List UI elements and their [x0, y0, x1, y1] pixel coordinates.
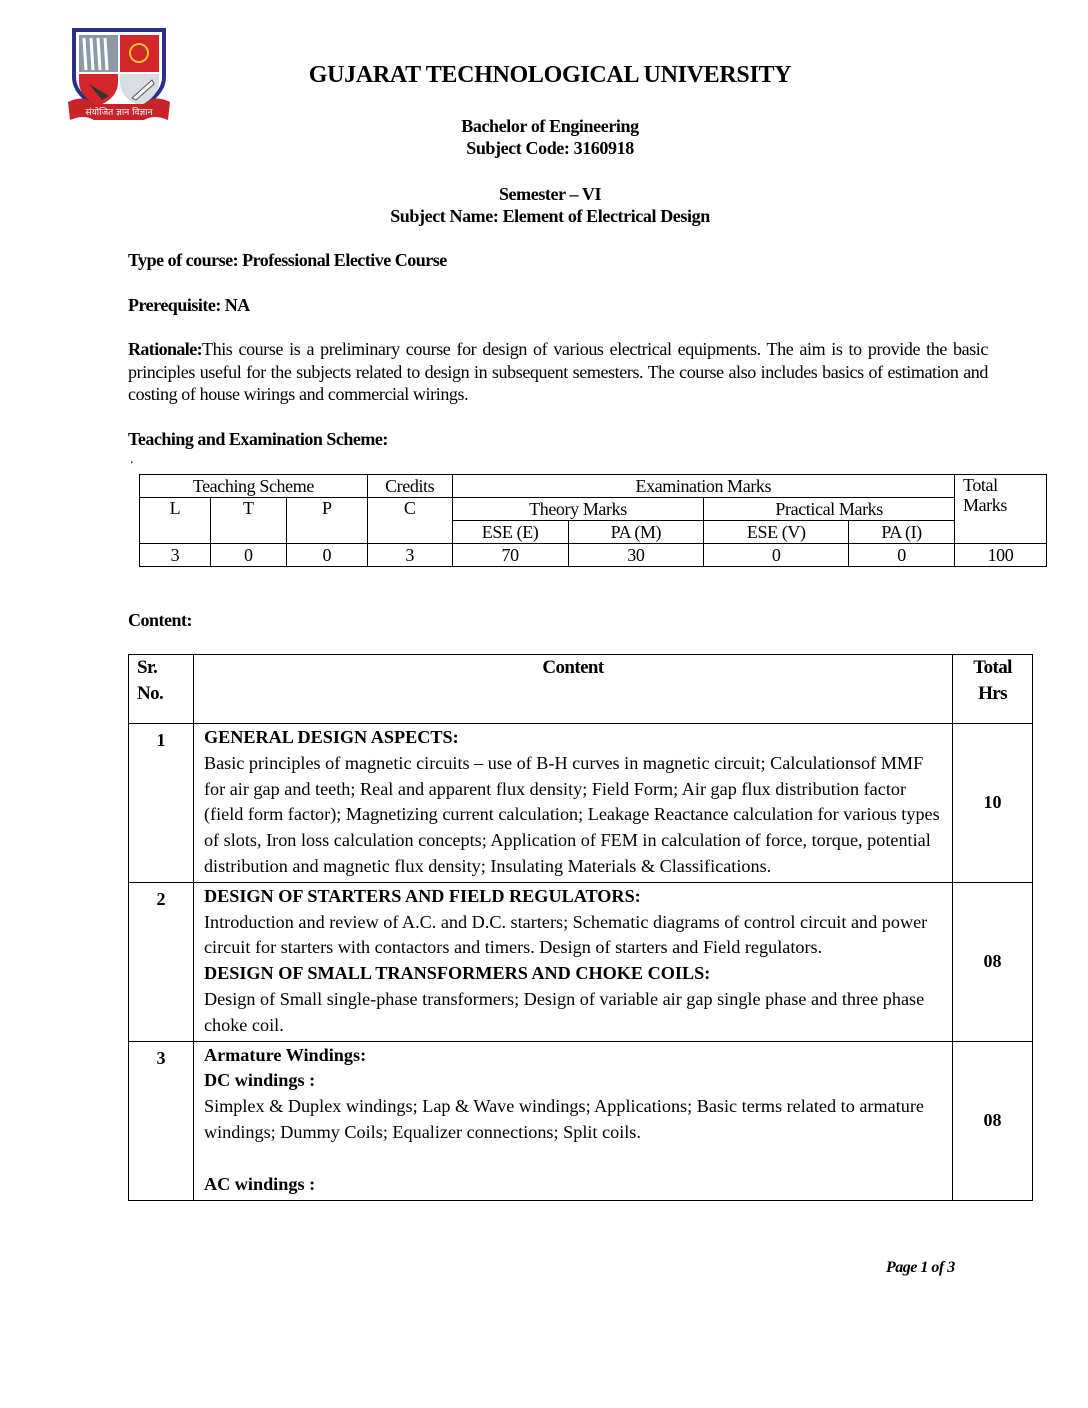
header-pa-i: PA (I) — [849, 521, 955, 544]
value-ese-v: 0 — [704, 544, 849, 567]
row-sr-no: 2 — [129, 882, 194, 1041]
content-heading: Content: — [128, 610, 192, 630]
table-row — [129, 882, 1033, 1041]
header-examination-marks: Examination Marks — [452, 475, 954, 498]
row-content — [193, 1041, 952, 1200]
value-total: 100 — [954, 544, 1046, 567]
logo-motto: संयोजित ज्ञान विज्ञान — [85, 108, 153, 118]
row-sr-no: 3 — [129, 1041, 194, 1200]
header-total-marks — [954, 475, 1046, 544]
row-content — [193, 882, 952, 1041]
header-total-hrs — [953, 655, 1033, 724]
type-of-course: Type of course: Professional Elective Course — [128, 250, 447, 270]
header-teaching-scheme: Teaching Scheme — [140, 475, 368, 498]
value-l: 3 — [140, 544, 211, 567]
unit-description: Simplex & Duplex windings; Lap & Wave windings; Applications; Basic terms related to armature windings; Dummy Coils; Equalizer connections; Split coils. — [203, 1096, 924, 1142]
value-c: 3 — [367, 544, 452, 567]
header-l: L — [140, 498, 211, 544]
unit-description: Introduction and review of A.C. and D.C. starters; Schematic diagrams of control circuit and power circuit for starters with contactors and timers. Design of starters and Field regulators. — [203, 911, 928, 958]
row-hours: 08 — [953, 882, 1033, 1041]
stray-dot: . — [130, 452, 134, 467]
header-p: P — [286, 498, 367, 544]
unit-heading: GENERAL DESIGN ASPECTS: — [203, 727, 459, 747]
sr-line1: Sr. — [137, 657, 158, 678]
value-pa-i: 0 — [849, 544, 955, 567]
header-sr-no — [129, 655, 194, 724]
unit-subheading: DC windings : — [203, 1070, 316, 1091]
row-content — [193, 724, 952, 883]
teaching-scheme-heading: Teaching and Examination Scheme: — [128, 429, 388, 449]
header-content: Content — [193, 655, 952, 724]
header-credits: Credits — [367, 475, 452, 498]
subject-code: Subject Code: 3160918 — [466, 138, 634, 158]
semester: Semester – VI — [498, 184, 602, 204]
table-row — [129, 724, 1033, 883]
unit-heading: Armature Windings: — [203, 1044, 367, 1065]
sr-line2: No. — [137, 683, 164, 704]
row-sr-no: 1 — [129, 724, 194, 883]
row-hours: 10 — [953, 724, 1033, 883]
value-p: 0 — [286, 544, 367, 567]
row-hours: 08 — [953, 1041, 1033, 1200]
header-pa-m: PA (M) — [568, 521, 704, 544]
rationale-paragraph — [128, 338, 988, 406]
unit-heading: DESIGN OF STARTERS AND FIELD REGULATORS: — [203, 885, 641, 906]
content-table-header — [129, 655, 1033, 724]
total-marks-line2: Marks — [962, 495, 1007, 515]
header-ese-v: ESE (V) — [704, 521, 849, 544]
header-t: T — [210, 498, 286, 544]
unit-description: Basic principles of magnetic circuits – use of B-H curves in magnetic circuit; Calculationsof MMF for air gap and teeth; Real and apparent flux density; Field Form; Air gap flux distribution factor (field form factor); Magnetizing current calculation; Leakage Reactance calculation for various types of slots, Iron loss calculation concepts; Application of FEM in calculation of force, torque, potential distribution and magnetic flux density; Insulating Materials & Classifications. — [203, 752, 940, 876]
teaching-scheme-table — [139, 474, 1047, 567]
rationale-label: Rationale: — [128, 339, 202, 359]
spacer — [204, 1146, 944, 1172]
header-c: C — [367, 498, 452, 544]
unit-subheading: AC windings : — [203, 1173, 316, 1194]
hrs-line1: Total — [973, 657, 1012, 678]
degree-name: Bachelor of Engineering — [461, 116, 639, 136]
value-ese-e: 70 — [452, 544, 568, 567]
content-table — [128, 654, 1033, 1201]
subject-name: Subject Name: Element of Electrical Design — [390, 206, 710, 226]
university-title: GUJARAT TECHNOLOGICAL UNIVERSITY — [308, 62, 792, 88]
header-ese-e: ESE (E) — [452, 521, 568, 544]
hrs-line2: Hrs — [978, 683, 1007, 704]
page-number: Page 1 of 3 — [886, 1259, 955, 1276]
rationale-text: This course is a preliminary course for design of various electrical equipments. The aim is to provide the basic principles useful for the subjects related to design in subsequent semesters. The course also includes basics of estimation and costing of house wirings and commercial wirings. — [128, 339, 988, 404]
table-row — [129, 1041, 1033, 1200]
header-theory-marks: Theory Marks — [452, 498, 704, 521]
header-practical-marks: Practical Marks — [704, 498, 955, 521]
total-marks-line1: Total — [962, 475, 998, 495]
value-pa-m: 30 — [568, 544, 704, 567]
scheme-values-row — [140, 544, 1047, 567]
unit-subheading: DESIGN OF SMALL TRANSFORMERS AND CHOKE COILS: — [203, 963, 711, 984]
prerequisite: Prerequisite: NA — [128, 295, 250, 315]
value-t: 0 — [210, 544, 286, 567]
unit-description: Design of Small single-phase transformers; Design of variable air gap single phase and three phase choke coil. — [203, 988, 925, 1035]
